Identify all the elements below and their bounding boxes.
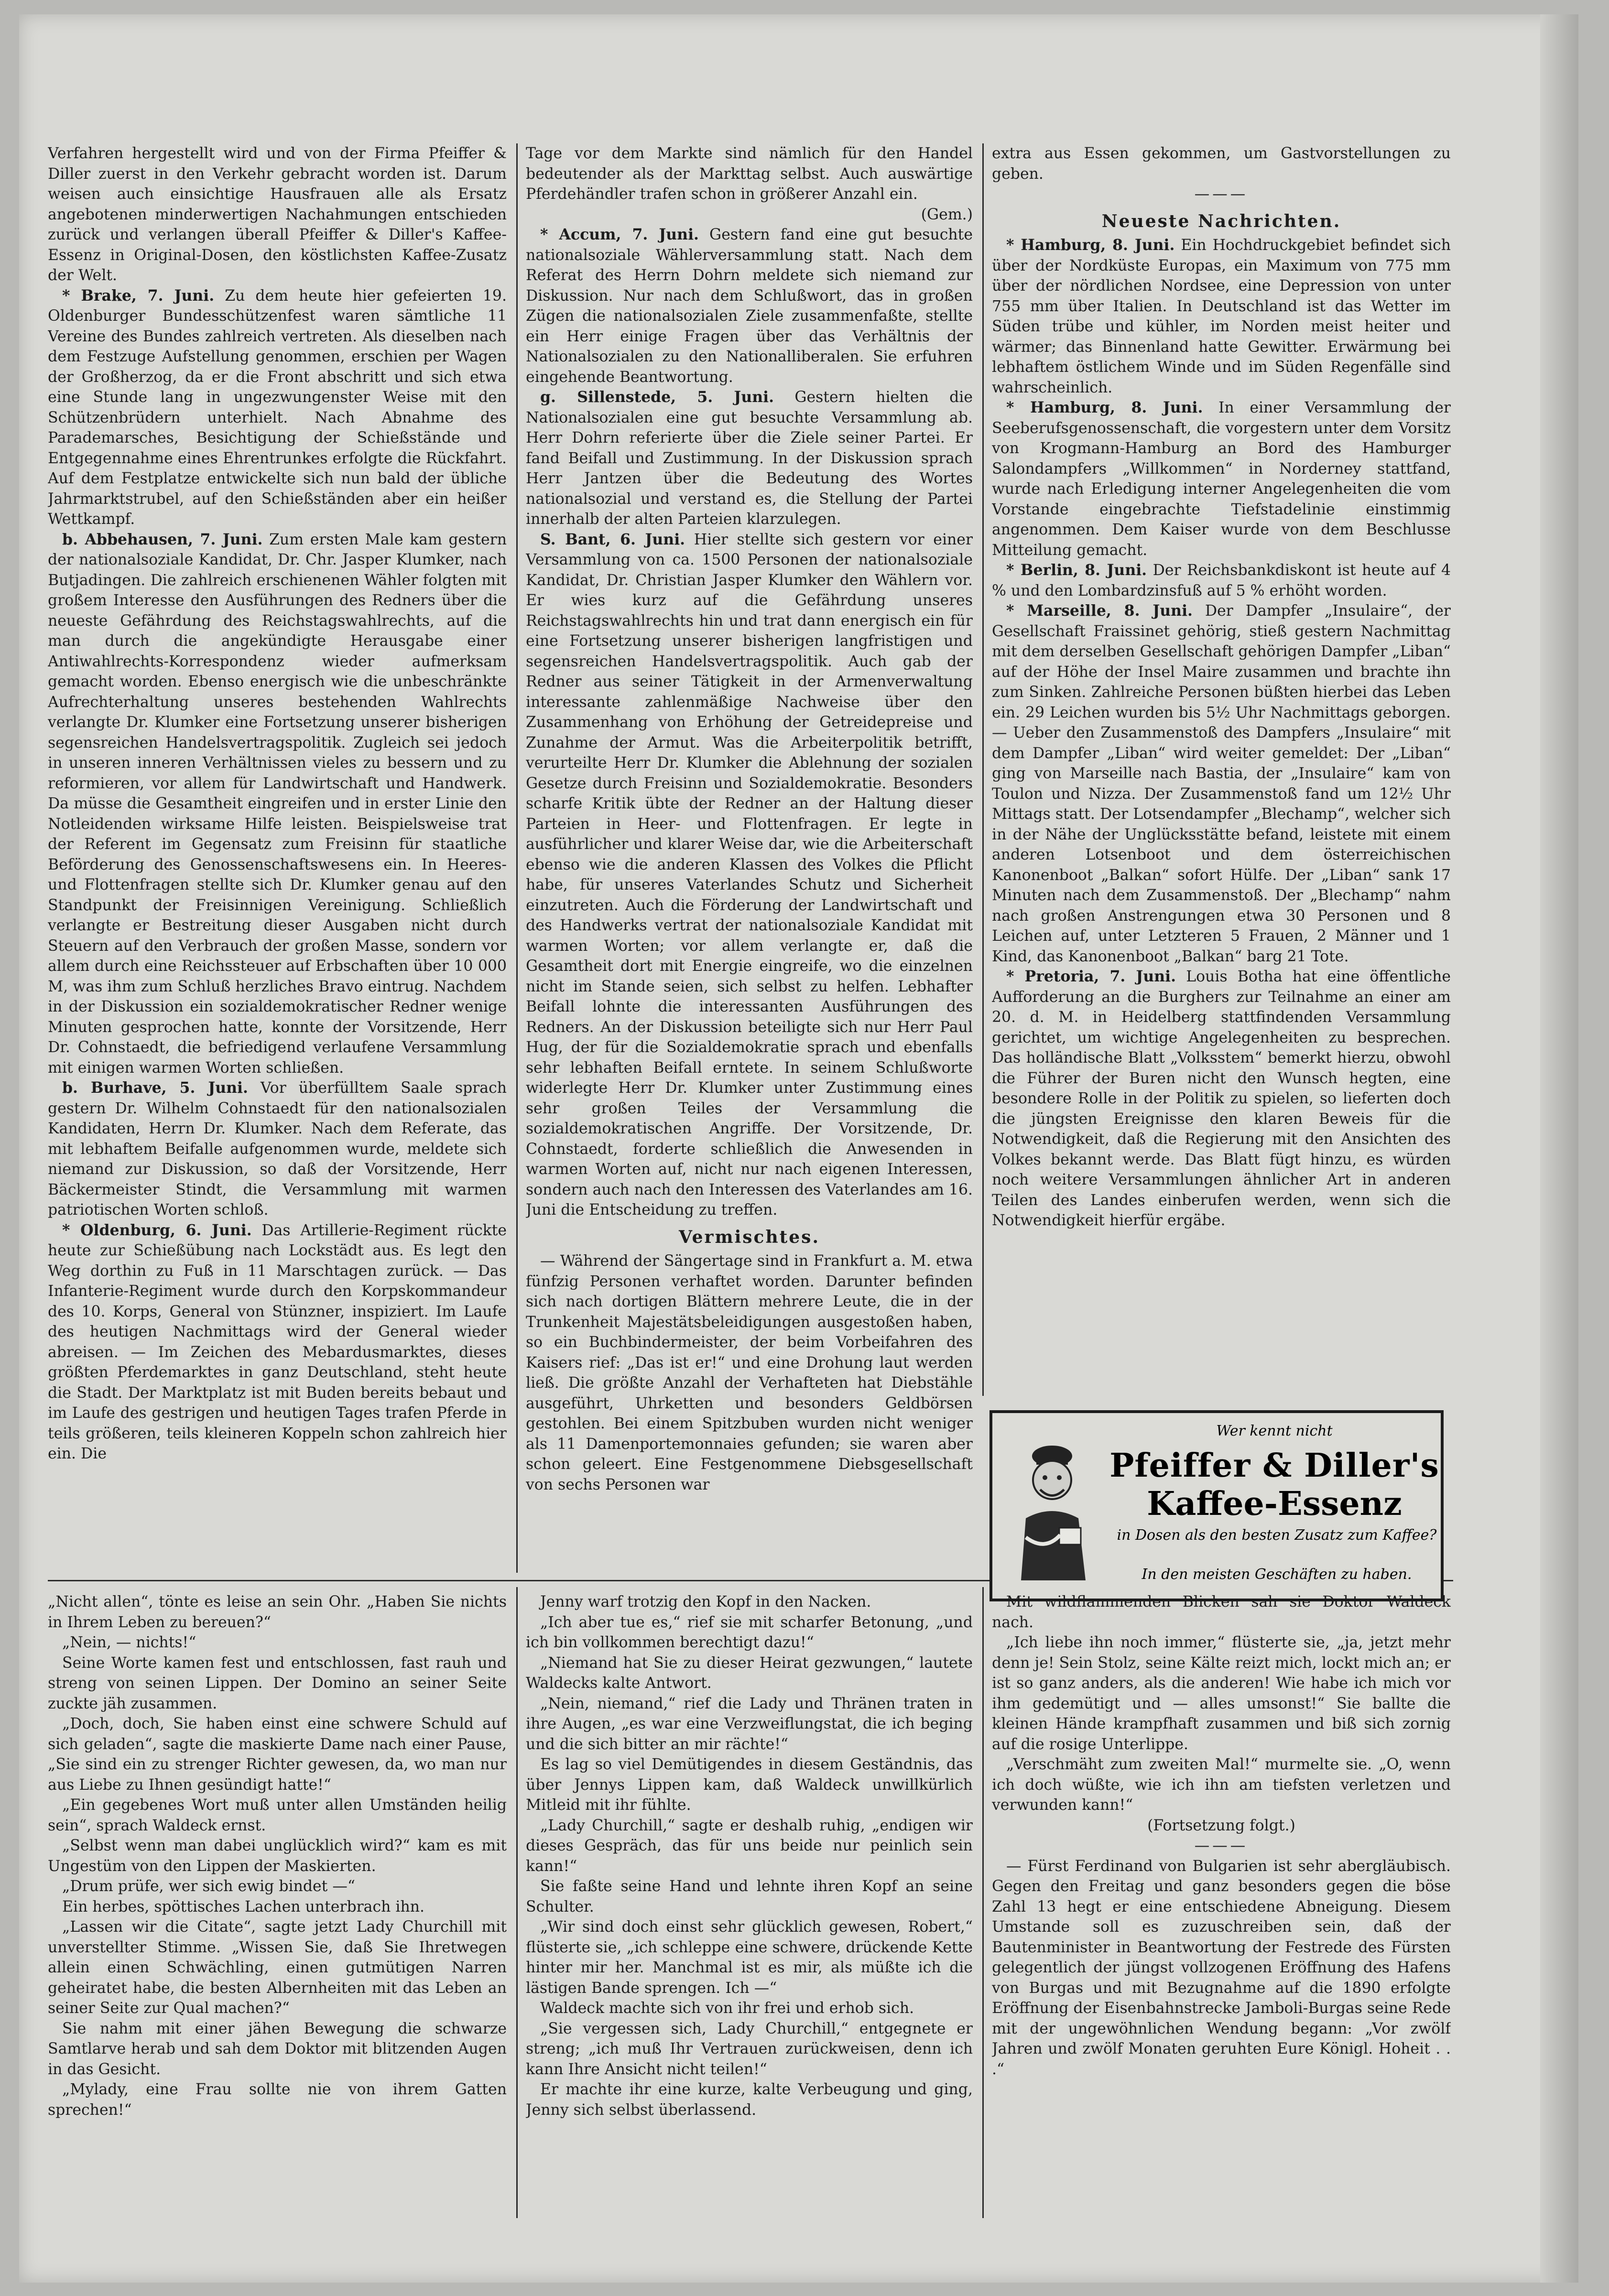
article-text: extra aus Essen gekommen, um Gastvorstellungen zu geben. [992,145,1451,183]
news-marseille: * Marseille, 8. Juni. Der Dampfer „Insulaire“, der Gesellschaft Fraissinet gehörig, stieß gestern Nachmittag mit dem derselben Gesellschaft gehörigen Dampfer „Liban“ auf der Höhe der Insel Maire zusammen und brachte ihn zum Sinken. Zahlreiche Personen büßten hierbei das Leben ein. 29 Leichen wurden bis 5½ Uhr Nachmittags geborgen. — Ueber den Zusammenstoß des Dampfers „Insulaire“ mit dem Dampfer „Liban“ wird weiter gemeldet: Der „Liban“ ging von Marseille nach Bastia, der „Insulaire“ kam von Toulon und Nizza. Der Zusammenstoß fand um 12½ Uhr Mittags statt. Der Lotsendampfer „Blechamp“, welcher sich in der Nähe der Unglücksstätte befand, leistete mit einem anderen Lotsenboot und dem österreichischen Kanonenboot „Balkan“ sofort Hülfe. Der „Liban“ sank 17 Minuten nach dem Zusammenstoß. Der „Blechamp“ nahm nach großen Anstrengungen etwa 30 Personen und 8 Leichen auf, unter Letzteren 5 Frauen, 2 Männer und 1 Kind, das Kanonenboot „Balkan“ barg 21 Tote. [992,602,1451,965]
story-paragraph: „Mylady, eine Frau sollte nie von ihrem Gatten sprechen!“ [48,2081,507,2119]
news-hamburg-weather: * Hamburg, 8. Juni. Ein Hochdruckgebiet befindet sich über der Nordküste Europas, ein Maximum von 775 mm über der nördlichen Nordsee, eine Depression von unter 755 mm über Italien. In Deutschland ist das Wetter im Süden trübe und kühler, im Norden meist heiter und wärmer; das Binnenland hatte Gewitter. Erwärmung bei lebhaftem östlichem Winde und im Süden Regenfälle sind wahrscheinlich. [992,236,1451,396]
story-paragraph: „Ich liebe ihn noch immer,“ flüsterte sie, „ja, jetzt mehr denn je! Sein Stolz, seine Kälte reizt mich, lockt mich an; er ist so ganz anders, als die anderen! Wie habe ich mich vor ihm gedemütigt und — alles umsonst!“ Sie ballte die kleinen Hände krampfhaft zusammen und biß sich zornig auf die rosige Unterlippe. [992,1634,1451,1753]
article-bant: S. Bant, 6. Juni. Hier stellte sich gestern vor einer Versammlung von ca. 1500 Personen der nationalsoziale Kandidat, Dr. Christian Jasper Klumker den Wählern vor. Er wies kurz auf die Gefährdung unseres Reichstagswahlrechts hin und trat dann energisch ein für eine Fortsetzung unserer bisherigen langfristigen und segensreichen Handelsvertragspolitik. Auch gab der Redner aus seiner Tätigkeit in der Armenverwaltung interessante zahlenmäßige Nachweise über den Zusammenhang von Erhöhung der Getreidepreise und Zunahme der Armut. Was die Arbeiterpolitik betrifft, verurteilte Herr Dr. Klumker die Ablehnung der sozialen Gesetze durch Freisinn und Sozialdemokratie. Besonders scharfe Kritik übte der Redner an der Haltung dieser Parteien in Heer- und Flottenfragen. Er legte in ausführlicher und klarer Weise dar, wie die Arbeiterschaft ebenso wie die anderen Klassen des Volkes die Pflicht habe, für unseres Vaterlandes Schutz und Sicherheit einzutreten. Auch die Förderung der Landwirtschaft und des Handwerks vertrat der nationalsoziale Kandidat mit warmen Worten; vor allem verlangte er, daß die Gesamtheit dort mit Energie eingreife, wo die einzelnen nicht im Stande seien, sich selbst zu helfen. Lebhafter Beifall lohnte die interessanten Ausführungen des Redners. An der Diskussion beteiligte sich nur Herr Paul Hug, der für die Sozialdemokratie sprach und ebenfalls sehr lebhaften Beifall erntete. In seinem Schlußworte widerlegte Herr Dr. Klumker unter Zustimmung eines sehr großen Teiles der Versammlung die sozialdemokratischen Angriffe. Der Vorsitzende, Dr. Cohnstaedt, forderte schließlich die Anwesenden in warmen Worten auf, nicht nur nach eigenen Interessen, sondern auch nach den Interessen des Vaterlandes am 16. Juni die Entscheidung zu treffen. [526,530,973,1219]
story-rule-2 [982,1587,984,2218]
story-paragraph: „Nicht allen“, tönte es leise an sein Ohr. „Haben Sie nichts in Ihrem Leben zu bereuen?“ [48,1593,507,1631]
separator: ——— [1194,185,1249,203]
column-3 [992,143,1451,1396]
story-paragraph: „Lassen wir die Citate“, sagte jetzt Lady Churchill mit unverstellter Stimme. „Wissen Sie, daß Sie Ihretwegen allein einen Schwächling, einen gutmütigen Narren geheiratet habe, die besten Albernheiten mit das Leben an seiner Seite zur Qual machen?“ [48,1918,507,2017]
article-brake: * Brake, 7. Juni. Zu dem heute hier gefeierten 19. Oldenburger Bundesschützenfest waren sämtliche 11 Vereine des Bundes zahlreich vertreten. Als dieselben nach dem Festzuge Aufstellung genommen, erschien per Wagen der Großherzog, da er die Front abschritt und sich etwa eine Stunde lang in ungezwungenster Weise mit den Schützenbrüdern unterhielt. Nach Abnahme des Parademarsches, Besichtigung der Schießstände und Entgegennahme eines Ehrentrunkes erfolgte die Rückfahrt. Auf dem Festplatze entwickelte sich nun bald der übliche Jahrmarktstrubel, auf den Schießständen aber ein heißer Wettkampf. [48,286,507,528]
story-column-2 [526,1592,973,2223]
column-1 [48,143,507,1573]
section-heading-nachrichten: Neueste Nachrichten. [1101,211,1341,231]
story-paragraph: „Ich aber tue es,“ rief sie mit scharfer Betonung, „und ich bin vollkommen berechtigt dazu!“ [526,1613,973,1651]
news-pretoria: * Pretoria, 7. Juni. Louis Botha hat eine öffentliche Aufforderung an die Burghers zur Teilnahme an einer am 20. d. M. in Heidelberg stattfindenden Versammlung gerichtet, um wichtige Angelegenheiten zu besprechen. Das holländische Blatt „Volksstem“ bemerkt hierzu, obwohl die Führer der Buren nicht den Wunsch hegten, eine besondere Rolle in der Politik zu spielen, so lieferten doch die jüngsten Ereignisse den klaren Beweis für die Notwendigkeit, daß die Regierung mit den Ansichten des Volkes bekannt werde. Das Blatt fügt hinzu, es würden noch weitere Versammlungen ähnlicher Art in anderen Teilen des Landes einberufen werden, wenn sich die Notwendigkeit hierfür ergäbe. [992,968,1451,1229]
column-2 [526,143,973,1573]
story-paragraph: Sie faßte seine Hand und lehnte ihren Kopf an seine Schulter. [526,1878,973,1915]
article-bulgaria: — Fürst Ferdinand von Bulgarien ist sehr abergläubisch. Gegen den Freitag und ganz besonders gegen die böse Zahl 13 hegt er eine entschiedene Abneigung. Diesem Umstande soll es zuzuschreiben sein, daß der Bautenminister in Beantwortung der Festrede des Fürsten gelegentlich der jüngst vollzogenen Eröffnung des Hafens von Burgas und mit Bezugnahme auf die 1890 erfolgte Eröffnung der Eisenbahnstrecke Jamboli-Burgas seine Rede mit der ungewöhnlichen Wendung begann: „Vor zwölf Jahren und zwölf Monaten geruhten Eure Königl. Hoheit . . .“ [992,1857,1451,2078]
article-oldenburg: * Oldenburg, 6. Juni. Das Artillerie-Regiment rückte heute zur Schießübung nach Lockstädt aus. Es legt den Weg dorthin zu Fuß in 11 Marschtagen zurück. — Das Infanterie-Regiment wurde durch den Korpskommandeur des 10. Korps, General von Stünzner, inspiziert. Im Laufe des heutigen Nachmittags wird der General wieder abreisen. — Im Zeichen des Mebardusmarktes, dieses größten Pferdemarktes in ganz Deutschland, steht heute die Stadt. Der Marktplatz ist mit Buden bereits bebaut und im Laufe des gestrigen und heutigen Tages trafen Pferde in teils größeren, teils kleineren Koppeln schon zahlreich hier ein. Die [48,1221,507,1462]
story-paragraph: „Niemand hat Sie zu dieser Heirat gezwungen,“ lautete Waldecks kalte Antwort. [526,1654,973,1692]
article-accum: * Accum, 7. Juni. Gestern fand eine gut besuchte nationalsoziale Wählerversammlung statt. Nach dem Referat des Herrn Dohrn meldete sich niemand zur Diskussion. Nur nach dem Schlußwort, das in großen Zügen die nationalsozialen Ziele zusammenfaßte, stellte ein Herr einige Fragen über das Verhältnis der Nationalsozialen zu den Nationalliberalen. Sie erfuhren eingehende Beantwortung. [526,226,973,386]
article-sillenstede: g. Sillenstede, 5. Juni. Gestern hielten die Nationalsozialen eine gut besuchte Versammlung ab. Herr Dohrn referierte über die Ziele seiner Partei. Er fand Beifall und Zustimmung. In der Diskussion sprach Herr Jantzen über die Bedeutung des Wortes nationalsozial und verstand es, die Stellung der Partei innerhalb der alten Parteien klarzulegen. [526,388,973,528]
story-paragraph: „Ein gegebenes Wort muß unter allen Umständen heilig sein“, sprach Waldeck ernst. [48,1796,507,1834]
story-paragraph: „Wir sind doch einst sehr glücklich gewesen, Robert,“ flüsterte sie, „ich schleppe eine schwere, drückende Kette hinter mir her. Manchmal ist es mir, als müßte ich die lästigen Bande sprengen. Ich —“ [526,1918,973,1997]
man-drinking-coffee-illustration [1007,1437,1098,1580]
ad-line-1: Wer kennt nicht [1216,1423,1333,1439]
story-paragraph: „Doch, doch, Sie haben einst eine schwere Schuld auf sich geladen“, sagte die maskierte Dame nach einer Pause, „Sie sind ein zu strenger Richter gewesen, da, wo man nur aus Liebe zu Ihnen gesündigt hatte!“ [48,1715,507,1794]
story-paragraph: „Verschmäht zum zweiten Mal!“ murmelte sie. „O, wenn ich doch wüßte, wie ich ihn am tiefsten verletzen und verwunden kann!“ [992,1756,1451,1814]
article-abbehausen: b. Abbehausen, 7. Juni. Zum ersten Male kam gestern der nationalsoziale Kandidat, Dr. Chr. Jasper Klumker, nach Butjadingen. Die zahlreich erschienenen Wähler folgten mit großem Interesse den Ausführungen des Redners über die neueste Gefährdung des Reichstagswahlrechts, auf die man durch die angekündigte Herausgabe einer Antiwahlrechts-Korrespondenz wieder aufmerksam gemacht worden. Ebenso energisch wie die unbeschränkte Aufrechterhaltung unseres bestehenden Wahlrechts verlangte Dr. Klumker eine Fortsetzung unserer bisherigen segensreichen Handelsvertragspolitik. Zugleich sei jedoch in unseren inneren Verhältnissen vieles zu bessern und zu reformieren, vor allem für Landwirtschaft und Handwerk. Da müsse die Gesamtheit eingreifen und in erster Linie den Notleidenden wirksame Hilfe leisten. Beispielsweise trat der Referent im Gegensatz zum Freisinn für staatliche Beförderung des Genossenschaftswesens ein. In Heeres- und Flottenfragen stellte sich Dr. Klumker genau auf den Standpunkt der Freisinnigen Vereinigung. Schließlich verlangte er Bestreitung dieser Ausgaben nicht durch Steuern auf den Verbrauch der großen Masse, sondern vor allem durch eine Reichssteuer auf Erbschaften über 10 000 M, was ihm zum Schluß herzliches Bravo eintrug. Nachdem in der Diskussion ein sozialdemokratischer Redner wenige Minuten gesprochen hatte, konnte der Vorsitzende, Herr Dr. Cohnstaedt, die befriedigend verlaufene Versammlung mit einigen warmen Worten schließen. [48,530,507,1077]
binding-edge [1540,14,1578,2283]
article-text: Tage vor dem Markte sind nämlich für den Handel bedeutender als der Markttag selbst. Auch auswärtige Pferdehändler trafen schon in größerer Anzahl ein. [526,145,973,203]
article-text: Verfahren hergestellt wird und von der Firma Pfeiffer & Diller zuerst in den Verkehr gebracht worden ist. Darum weisen auch einsichtige Hausfrauen alle als Ersatz angebotenen minderwertigen Nachahmungen entschieden zurück und verlangen überall Pfeiffer & Diller's Kaffee-Essenz in Original-Dosen, den köstlichsten Kaffee-Zusatz der Welt. [48,145,507,284]
story-paragraph: „Nein, niemand,“ rief die Lady und Thränen traten in ihre Augen, „es war eine Verzweiflungstat, die ich beging und die sich bitter an mir rächte!“ [526,1695,973,1753]
story-paragraph: Er machte ihr eine kurze, kalte Verbeugung und ging, Jenny sich selbst überlassend. [526,2081,973,2119]
ad-brand-name: Pfeiffer & Diller's [1109,1447,1439,1485]
story-paragraph: Mit wildflammenden Blicken sah sie Doktor Waldeck nach. [992,1593,1451,1631]
story-paragraph: „Sie vergessen sich, Lady Churchill,“ entgegnete er streng; „ich muß Ihr Vertrauen zurückweisen, denn ich kann Ihre Ansicht nicht teilen!“ [526,2020,973,2078]
story-paragraph: Waldeck machte sich von ihr frei und erhob sich. [540,2000,914,2017]
story-paragraph: Ein herbes, spöttisches Lachen unterbrach ihn. [62,1898,425,1915]
coffee-essence-advertisement [989,1410,1444,1601]
story-paragraph: „Nein, — nichts!“ [62,1634,196,1651]
story-paragraph: Seine Worte kamen fest und entschlossen, fast rauh und streng von seinen Lippen. Der Domino an seiner Seite zuckte jäh zusammen. [48,1654,507,1712]
column-rule-1 [516,143,518,1573]
article-burhave: b. Burhave, 5. Juni. Vor überfülltem Saale sprach gestern Dr. Wilhelm Cohnstaedt für den nationalsozialen Kandidaten, Herrn Dr. Klumker. Nach dem Referate, das mit lebhaftem Beifalle aufgenommen wurde, meldete sich niemand zur Diskussion, so daß der Vorsitzende, Herr Bäckermeister Stindt, die Versammlung mit warmen patriotischen Worten schloß. [48,1079,507,1219]
story-rule-1 [516,1587,518,2218]
story-column-1 [48,1592,507,2223]
story-column-3 [992,1592,1451,2223]
continuation-note: (Fortsetzung folgt.) [1147,1817,1295,1834]
news-hamburg-meeting: * Hamburg, 8. Juni. In einer Versammlung der Seeberufsgenossenschaft, die vorgestern unter dem Vorsitz von Krogmann-Hamburg an Bord des Hamburger Salondampfers „Willkommen“ in Norderney stattfand, wurde nach Erledigung interner Angelegenheiten die vom Vorstande eingebrachte Tiefstadelinie einstimmig angenommen. Dem Kaiser wurde von dem Beschlusse Mitteilung gemacht. [992,399,1451,559]
newspaper-page [19,14,1578,2283]
separator: ——— [1194,1837,1249,1854]
story-paragraph: „Selbst wenn man dabei unglücklich wird?“ kam es mit Ungestüm von den Lippen der Maskierten. [48,1837,507,1875]
ad-product-name: Kaffee-Essenz [1147,1485,1402,1523]
article-credit: (Gem.) [921,206,973,223]
article-frankfurt: — Während der Sängertage sind in Frankfurt a. M. etwa fünfzig Personen verhaftet worden. Darunter befinden sich nach dortigen Blättern mehrere Leute, die in der Trunkenheit Majestätsbeleidigungen ausgestoßen haben, so ein Buchbindermeister, der beim Vorbeifahren des Kaisers rief: „Das ist er!“ und eine Drohung laut werden ließ. Die größte Anzahl der Verhafteten hat Diebstähle ausgeführt, Uhrketten und besonders Geldbörsen gestohlen. Bei einem Spitzbuben wurden nicht weniger als 11 Damenportemonnaies gefunden; sie waren aber schon geleert. Eine Festgenommene Diebsgesellschaft von sechs Personen war [526,1252,973,1493]
story-paragraph: Sie nahm mit einer jähen Bewegung die schwarze Samtlarve herab und sah dem Doktor mit blitzenden Augen in das Gesicht. [48,2020,507,2078]
ad-line-5: In den meisten Geschäften zu haben. [1142,1566,1412,1583]
ad-line-4: in Dosen als den besten Zusatz zum Kaffee? [1117,1527,1437,1544]
column-rule-2 [982,143,984,1396]
news-berlin: * Berlin, 8. Juni. Der Reichsbankdiskont ist heute auf 4 % und den Lombardzinsfuß auf 5 % erhöht worden. [992,561,1451,599]
section-heading-vermischtes: Vermischtes. [679,1227,820,1247]
story-paragraph: „Lady Churchill,“ sagte er deshalb ruhig, „endigen wir dieses Gespräch, das für uns beide nur peinlich sein kann!“ [526,1817,973,1875]
story-paragraph: Jenny warf trotzig den Kopf in den Nacken. [540,1593,871,1610]
story-paragraph: Es lag so viel Demütigendes in diesem Geständnis, das über Jennys Lippen kam, daß Waldeck unwillkürlich Mitleid mit ihr fühlte. [526,1756,973,1814]
story-paragraph: „Drum prüfe, wer sich ewig bindet —“ [62,1878,355,1895]
